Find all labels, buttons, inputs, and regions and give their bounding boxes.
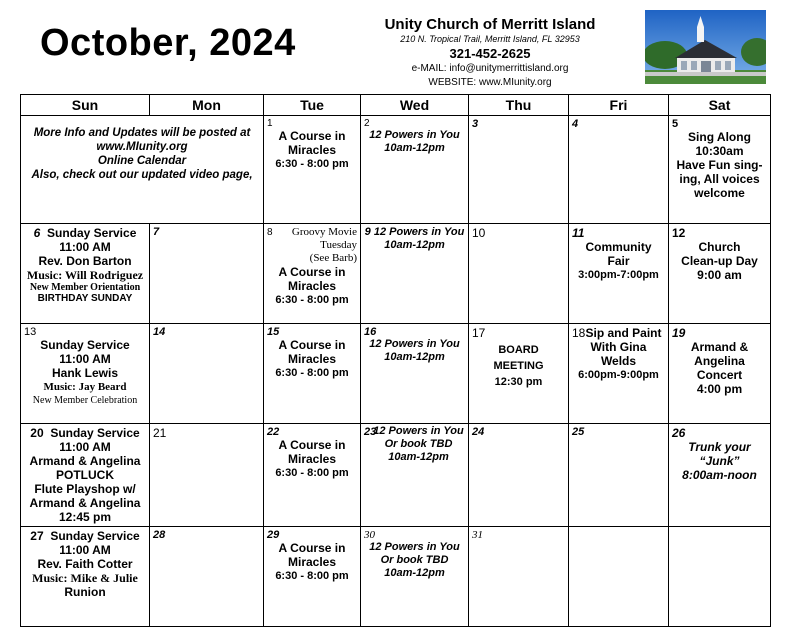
day-cell-14 — [150, 324, 264, 424]
event-text: Runion — [64, 585, 106, 599]
day-number: 14 — [153, 326, 166, 338]
church-phone: 321-452-2625 — [449, 46, 531, 61]
event-time: 9:00 am — [697, 268, 742, 282]
info-notice-cell — [21, 116, 264, 224]
event-time: 6:30 - 8:00 pm — [275, 570, 349, 582]
day-cell-7 — [150, 224, 264, 324]
day-cell-3 — [469, 116, 569, 224]
event-time: 10am-12pm — [384, 239, 445, 251]
day-cell-30 — [361, 527, 469, 627]
day-cell-20 — [21, 424, 150, 527]
event-time: 10am-12pm — [384, 351, 445, 363]
event-text: Or book TBD — [384, 438, 453, 450]
day-cell-11 — [569, 224, 669, 324]
church-header — [340, 16, 640, 89]
info-line: Online Calendar — [97, 155, 187, 167]
weekday-sun: Sun — [21, 95, 150, 116]
weekday-fri: Fri — [569, 95, 669, 116]
event-text: Sunday Service — [40, 338, 130, 352]
event-text: Rev. Faith Cotter — [37, 557, 133, 571]
event-text: Sunday Service — [50, 529, 140, 543]
event-time: 10:30am — [695, 144, 744, 158]
church-email: e-MAIL: info@unitymerrittisland.org — [411, 63, 569, 74]
event-time: 6:30 - 8:00 pm — [275, 367, 349, 379]
day-cell-12 — [669, 224, 771, 324]
day-number: 26 — [672, 426, 686, 440]
day-cell-17 — [469, 324, 569, 424]
event-text: Miracles — [287, 452, 337, 466]
day-number: 23 — [364, 426, 377, 438]
week-row — [21, 324, 771, 424]
day-cell-19 — [669, 324, 771, 424]
event-text: Tuesday — [320, 239, 357, 251]
event-text: Armand & Angelina — [29, 496, 141, 510]
event-time: 12:45 pm — [58, 510, 112, 524]
event-text: 12 Powers in You — [369, 338, 460, 350]
event-time: 6:00pm-9:00pm — [578, 369, 659, 381]
day-cell-6 — [21, 224, 150, 324]
church-address: 210 N. Tropical Trail, Merritt Island, FL 32953 — [400, 34, 580, 44]
event-text: A Course in — [278, 265, 346, 279]
event-text: Have Fun sing- — [676, 158, 763, 172]
event-text: Flute Playshop w/ — [34, 482, 136, 496]
day-cell-18 — [569, 324, 669, 424]
day-number: 27 — [30, 529, 44, 543]
event-text: Church — [698, 240, 741, 254]
church-name: Unity Church of Merritt Island — [384, 16, 596, 33]
event-text: Sunday Service — [46, 226, 137, 240]
day-number: 10 — [472, 226, 486, 240]
event-text: welcome — [694, 186, 745, 200]
day-cell-21 — [150, 424, 264, 527]
event-text: Trunk your — [688, 440, 751, 454]
weekday-tue: Tue — [264, 95, 361, 116]
day-number: 13 — [24, 326, 37, 338]
day-cell-2 — [361, 116, 469, 224]
event-text: Rev. Don Barton — [38, 254, 132, 268]
event-text: Armand & Angelina — [29, 454, 141, 468]
event-text: New Member Celebration — [32, 395, 138, 406]
event-text: Groovy Movie — [291, 226, 357, 238]
day-cell-15 — [264, 324, 361, 424]
event-text: Welds — [600, 354, 637, 368]
day-number: 21 — [153, 426, 167, 440]
event-text: Or book TBD — [380, 554, 449, 566]
day-number: 9 — [364, 226, 371, 238]
event-time: 10am-12pm — [384, 142, 445, 154]
day-number: 22 — [267, 426, 280, 438]
event-text: 12 Powers in You — [369, 129, 460, 141]
day-cell-25 — [569, 424, 669, 527]
day-number: 18 — [572, 326, 586, 340]
info-website: www.MIunity.org — [96, 141, 188, 153]
day-number: 4 — [572, 118, 579, 130]
day-cell-29 — [264, 527, 361, 627]
event-text: MEETING — [493, 360, 544, 372]
info-line: More Info and Updates will be posted at — [33, 127, 251, 139]
church-photo — [645, 10, 766, 84]
empty-cell — [669, 527, 771, 627]
day-number: 17 — [472, 326, 486, 340]
event-time: 6:30 - 8:00 pm — [275, 467, 349, 479]
event-text: A Course in — [278, 129, 346, 143]
day-number: 20 — [30, 426, 44, 440]
week-row — [21, 527, 771, 627]
empty-cell — [569, 527, 669, 627]
day-cell-10 — [469, 224, 569, 324]
event-text: Concert — [696, 368, 743, 382]
event-text: Clean-up Day — [681, 254, 758, 268]
month-title: October, 2024 — [40, 22, 296, 64]
day-cell-5 — [669, 116, 771, 224]
event-time: 10am-12pm — [388, 451, 449, 463]
event-text: A Course in — [278, 338, 346, 352]
event-time: 8:00am-noon — [682, 468, 757, 482]
event-time: 6:30 - 8:00 pm — [275, 294, 349, 306]
day-number: 7 — [153, 226, 160, 238]
day-number: 1 — [267, 118, 273, 129]
event-text: Armand & — [690, 340, 749, 354]
event-text: A Course in — [278, 541, 346, 555]
weekday-header-row — [21, 95, 771, 116]
event-text: Music: Mike & Julie — [32, 571, 138, 585]
week-row — [21, 224, 771, 324]
event-time: 10am-12pm — [384, 567, 445, 579]
event-time: 6:30 - 8:00 pm — [275, 158, 349, 170]
day-cell-9 — [361, 224, 469, 324]
day-cell-8 — [264, 224, 361, 324]
day-number: 25 — [572, 426, 585, 438]
event-text: ing, All voices — [679, 172, 760, 186]
event-text: Angelina — [694, 354, 745, 368]
event-time: 12:30 pm — [494, 376, 543, 388]
day-cell-28 — [150, 527, 264, 627]
day-number: 5 — [672, 118, 679, 130]
weekday-sat: Sat — [669, 95, 771, 116]
day-cell-4 — [569, 116, 669, 224]
event-text: Sip and Paint — [585, 326, 662, 340]
event-text: Music: Jay Beard — [43, 381, 127, 393]
event-time: 11:00 AM — [59, 543, 111, 557]
event-text: “Junk” — [699, 454, 740, 468]
event-time: 11:00 AM — [59, 352, 111, 366]
calendar-grid — [20, 94, 771, 627]
event-text: 12 Powers in You — [373, 425, 464, 437]
event-text: Miracles — [287, 555, 337, 569]
event-time: 11:00 AM — [59, 440, 111, 454]
day-number: 16 — [364, 326, 377, 338]
event-text: Miracles — [287, 143, 337, 157]
day-number: 19 — [672, 326, 686, 340]
event-text: Fair — [607, 254, 630, 268]
day-cell-31 — [469, 527, 569, 627]
day-cell-22 — [264, 424, 361, 527]
day-number: 29 — [267, 529, 280, 541]
day-number: 15 — [267, 326, 280, 338]
weekday-wed: Wed — [361, 95, 469, 116]
event-time: 4:00 pm — [696, 382, 743, 396]
day-number: 30 — [364, 529, 375, 541]
day-number: 28 — [153, 529, 166, 541]
event-text: BIRTHDAY SUNDAY — [37, 293, 133, 304]
event-text: (See Barb) — [309, 252, 357, 264]
day-number: 31 — [472, 529, 483, 541]
info-line: Also, check out our updated video page, — [31, 169, 253, 181]
event-time: 11:00 AM — [59, 240, 111, 254]
weekday-mon: Mon — [150, 95, 264, 116]
event-text: Sing Along — [688, 130, 751, 144]
event-text: Community — [585, 240, 652, 254]
day-number: 12 — [672, 226, 686, 240]
week-row — [21, 116, 771, 224]
church-website: WEBSITE: www.MIunity.org — [428, 77, 552, 88]
event-text: Miracles — [287, 352, 337, 366]
week-row — [21, 424, 771, 527]
day-number: 3 — [472, 118, 479, 130]
event-text: 12 Powers in You — [369, 541, 460, 553]
day-cell-24 — [469, 424, 569, 527]
day-number: 2 — [364, 118, 370, 129]
event-text: 12 Powers in You — [373, 226, 465, 238]
day-cell-16 — [361, 324, 469, 424]
day-cell-26 — [669, 424, 771, 527]
event-text: Music: Will Rodriguez — [26, 268, 144, 282]
event-text: POTLUCK — [56, 468, 114, 482]
event-text: With Gina — [590, 340, 647, 354]
day-number: 8 — [267, 227, 273, 238]
event-text: New Member Orientation — [29, 282, 141, 293]
event-text: BOARD — [498, 344, 539, 356]
weekday-thu: Thu — [469, 95, 569, 116]
event-text: A Course in — [278, 438, 346, 452]
day-cell-13 — [21, 324, 150, 424]
day-number: 11 — [572, 226, 585, 240]
day-cell-27 — [21, 527, 150, 627]
day-cell-23 — [361, 424, 469, 527]
day-number: 24 — [472, 426, 485, 438]
day-number: 6 — [33, 226, 41, 240]
event-text: Sunday Service — [50, 426, 140, 440]
event-text: Hank Lewis — [51, 366, 119, 380]
day-cell-1 — [264, 116, 361, 224]
event-time: 3:00pm-7:00pm — [578, 269, 659, 281]
event-text: Miracles — [287, 279, 337, 293]
